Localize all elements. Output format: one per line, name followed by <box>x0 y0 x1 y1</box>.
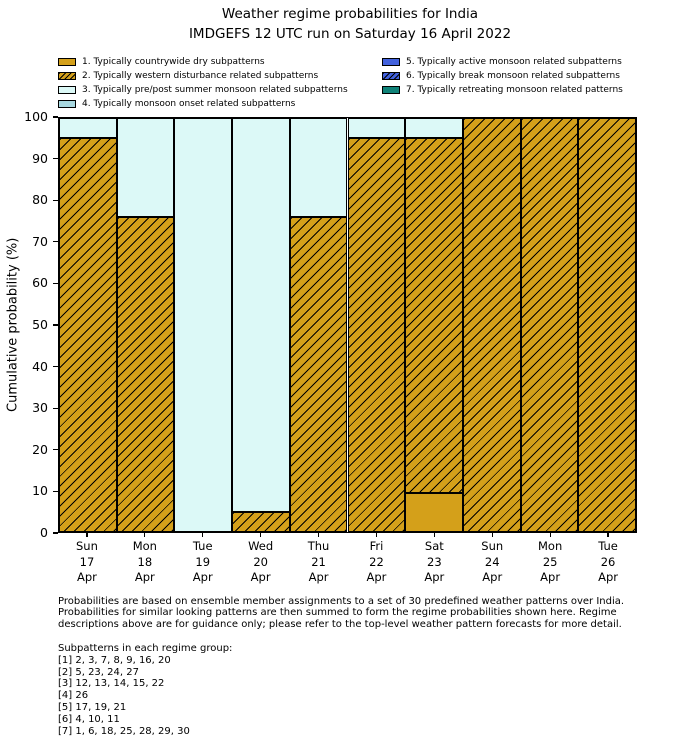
y-tick-label-30: 30 <box>32 400 48 416</box>
x-tick-mark-25 <box>550 533 551 537</box>
subpattern-group: [2] 5, 23, 24, 27 <box>58 666 139 678</box>
legend-item-regime-3 <box>58 83 348 97</box>
subpattern-group: [6] 4, 10, 11 <box>58 713 120 725</box>
bar-sun-17-apr <box>59 118 117 532</box>
x-tick-day: Fri <box>369 539 384 553</box>
x-tick-mark-21 <box>318 533 319 537</box>
x-tick-month: Apr <box>540 570 561 584</box>
x-tick-label-sun-17 <box>58 539 116 586</box>
subpatterns-header: Subpatterns in each regime group: <box>58 643 233 654</box>
x-tick-month: Apr <box>308 570 329 584</box>
y-tick-label-0: 0 <box>40 525 48 540</box>
bar-sun-24-apr <box>463 118 521 532</box>
bar-tue-19-apr <box>174 118 232 532</box>
x-tick-mark-20 <box>260 533 261 537</box>
legend-swatch-regime-3 <box>58 86 76 94</box>
x-tick-label-mon-25 <box>521 539 579 586</box>
x-tick-date: 18 <box>137 554 153 569</box>
x-tick-month: Apr <box>192 570 213 584</box>
y-tick-label-90: 90 <box>32 150 48 166</box>
x-tick-month: Apr <box>76 570 97 584</box>
x-tick-label-fri-22 <box>348 539 406 586</box>
x-tick-day: Tue <box>598 539 618 553</box>
x-tick-month: Apr <box>366 570 387 584</box>
x-tick-date: 19 <box>195 554 211 569</box>
legend-item-regime-2 <box>58 69 348 83</box>
legend-item-regime-5 <box>382 55 623 69</box>
legend-swatch-regime-7 <box>382 86 400 94</box>
legend-item-regime-7 <box>382 83 623 97</box>
x-tick-day: Mon <box>132 539 157 553</box>
bar-segment-regime-2 <box>117 217 175 532</box>
x-tick-mark-22 <box>376 533 377 537</box>
bar-fri-22-apr <box>348 118 406 532</box>
y-tick-label-70: 70 <box>32 233 48 249</box>
x-tick-label-mon-18 <box>116 539 174 586</box>
x-tick-mark-17 <box>86 533 87 537</box>
y-tick-label-10: 10 <box>32 483 48 499</box>
x-tick-month: Apr <box>598 570 618 584</box>
x-tick-day: Wed <box>248 539 274 553</box>
bar-mon-25-apr <box>521 118 579 532</box>
x-tick-mark-26 <box>607 533 608 537</box>
bar-segment-regime-2 <box>463 118 521 532</box>
subpattern-group: [4] 26 <box>58 690 89 702</box>
x-tick-label-sat-23 <box>405 539 463 586</box>
x-tick-month: Apr <box>134 570 155 584</box>
x-tick-day: Sun <box>76 539 98 553</box>
legend-swatch-regime-1 <box>58 58 76 66</box>
x-tick-label-wed-20 <box>232 539 290 586</box>
legend-label-regime-1: 1. Typically countrywide dry subpatterns <box>82 57 265 67</box>
bar-segment-regime-2 <box>348 138 406 532</box>
bar-thu-21-apr <box>290 118 348 532</box>
x-tick-month: Apr <box>424 570 445 584</box>
bar-segment-regime-1 <box>405 493 463 532</box>
x-tick-date: 24 <box>484 554 500 569</box>
footer-line: Probabilities for similar looking patterns are then summed to form the regime probabilities shown here. Regime <box>58 607 617 619</box>
x-tick-day: Sun <box>481 539 504 553</box>
legend-column-right <box>382 55 623 97</box>
legend-item-regime-1 <box>58 55 348 69</box>
y-tick-label-60: 60 <box>32 275 48 291</box>
bar-segment-regime-3 <box>59 118 117 138</box>
x-tick-mark-23 <box>434 533 435 537</box>
legend-swatch-regime-4 <box>58 100 76 108</box>
bar-segment-regime-2 <box>405 138 463 493</box>
chart-subtitle: IMDGEFS 12 UTC run on Saturday 16 April 2022 <box>188 26 512 42</box>
subpattern-group: [5] 17, 19, 21 <box>58 701 127 713</box>
y-tick-label-40: 40 <box>32 358 48 374</box>
legend-label-regime-5: 5. Typically active monsoon related subpatterns <box>406 57 622 67</box>
subpattern-group: [3] 12, 13, 14, 15, 22 <box>58 678 165 690</box>
legend-swatch-regime-2 <box>58 72 76 80</box>
x-tick-label-thu-21 <box>290 539 348 586</box>
bar-segment-regime-2 <box>521 118 579 532</box>
legend-column-left <box>58 55 348 111</box>
x-tick-date: 21 <box>311 554 326 569</box>
subpatterns-list <box>58 643 232 737</box>
x-tick-date: 17 <box>79 554 95 569</box>
x-tick-label-tue-26 <box>579 539 637 586</box>
legend-label-regime-7: 7. Typically retreating monsoon related patterns <box>406 85 623 95</box>
bar-segment-regime-3 <box>174 118 232 532</box>
y-tick-label-50: 50 <box>32 317 48 332</box>
x-tick-date: 20 <box>253 554 268 569</box>
y-axis-label: Cumulative probability (%) <box>5 237 21 413</box>
bar-segment-regime-3 <box>117 118 175 217</box>
x-tick-date: 22 <box>369 554 384 569</box>
x-tick-date: 25 <box>542 554 558 569</box>
bar-segment-regime-2 <box>59 138 117 532</box>
legend-label-regime-2: 2. Typically western disturbance related subpatterns <box>82 71 319 81</box>
x-tick-month: Apr <box>250 570 271 584</box>
x-tick-day: Tue <box>192 539 213 553</box>
bar-segment-regime-3 <box>232 118 290 512</box>
x-tick-mark-24 <box>492 533 493 537</box>
bar-tue-26-apr <box>578 118 636 532</box>
bar-segment-regime-2 <box>578 118 636 532</box>
y-tick-label-80: 80 <box>32 192 48 208</box>
footer-line: Probabilities are based on ensemble member assignments to a set of 30 predefined weather patterns over India. <box>58 596 625 607</box>
legend-label-regime-4: 4. Typically monsoon onset related subpatterns <box>82 99 296 109</box>
plot-area <box>58 117 637 533</box>
chart-title: Weather regime probabilities for India <box>221 6 479 22</box>
legend-item-regime-4 <box>58 97 348 111</box>
legend-item-regime-6 <box>382 69 623 83</box>
legend-swatch-regime-6 <box>382 72 400 80</box>
legend-swatch-regime-5 <box>382 58 400 66</box>
footer-line: descriptions above are for guidance only; please refer to the top-level weather pattern forecasts for more detail. <box>58 618 622 630</box>
bar-segment-regime-3 <box>405 118 463 138</box>
x-tick-mark-19 <box>202 533 203 537</box>
x-tick-date: 26 <box>600 554 616 569</box>
bar-wed-20-apr <box>232 118 290 532</box>
x-tick-day: Thu <box>307 539 330 553</box>
x-tick-day: Sat <box>424 539 444 553</box>
x-tick-label-sun-24 <box>463 539 521 586</box>
legend-label-regime-3: 3. Typically pre/post summer monsoon related subpatterns <box>82 85 348 95</box>
y-tick-label-20: 20 <box>32 441 48 457</box>
bar-mon-18-apr <box>117 118 175 532</box>
x-tick-month: Apr <box>482 570 503 584</box>
subpattern-group: [1] 2, 3, 7, 8, 9, 16, 20 <box>58 654 171 666</box>
y-tick-label-100: 100 <box>24 109 48 124</box>
bar-segment-regime-3 <box>290 118 348 217</box>
x-tick-label-tue-19 <box>174 539 232 586</box>
bar-segment-regime-3 <box>348 118 406 138</box>
subpattern-group: [7] 1, 6, 18, 25, 28, 29, 30 <box>58 725 190 737</box>
bar-segment-regime-2 <box>232 512 290 532</box>
x-tick-day: Mon <box>538 539 563 553</box>
x-tick-date: 23 <box>427 554 442 569</box>
bar-segment-regime-2 <box>290 217 348 532</box>
footer-note <box>58 596 624 630</box>
bar-sat-23-apr <box>405 118 463 532</box>
legend-label-regime-6: 6. Typically break monsoon related subpatterns <box>406 71 620 81</box>
x-tick-mark-18 <box>144 533 145 537</box>
